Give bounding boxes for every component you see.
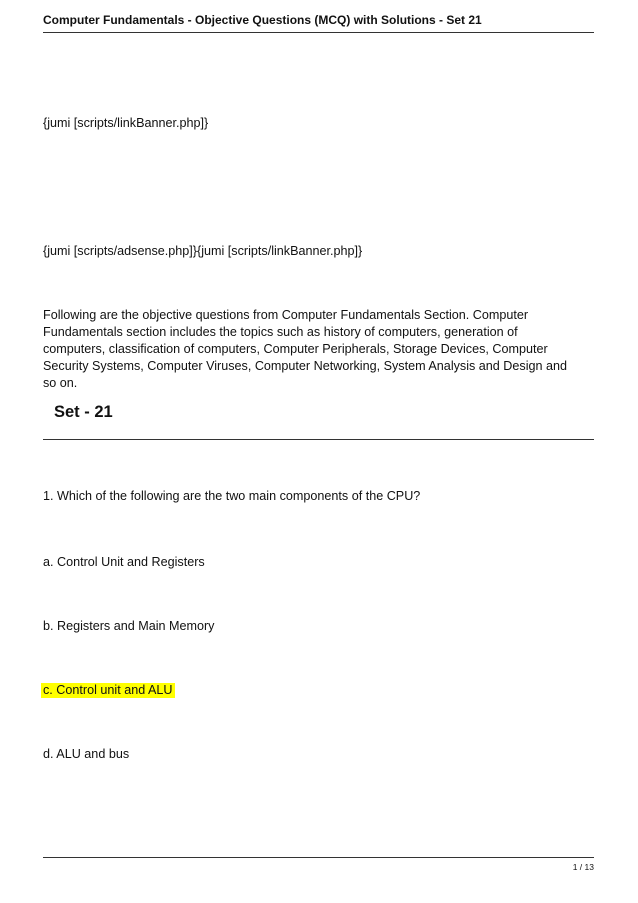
intro-line: Following are the objective questions from Computer Fundamentals Section. Computer [43,308,529,322]
page-footer [43,857,594,858]
option-b: b. Registers and Main Memory [43,619,215,633]
page-title: Computer Fundamentals - Objective Questions (MCQ) with Solutions - Set 21 [43,13,482,27]
question-text: 1. Which of the following are the two main components of the CPU? [43,489,421,503]
page-header [43,11,594,33]
set-heading: Set - 21 [54,403,113,421]
page-number: 1 / 13 [572,862,594,872]
intro-line: Security Systems, Computer Viruses, Computer Networking, System Analysis and Design and [43,359,568,373]
intro-line: so on. [43,376,78,390]
intro-line: Fundamentals section includes the topics such as history of computers, generation of [43,325,518,339]
intro-paragraph [43,307,595,392]
adsense-banner-placeholder: {jumi [scripts/adsense.php]}{jumi [scripts/linkBanner.php]} [43,244,363,258]
option-c-correct [43,682,175,699]
correct-answer-highlight: c. Control unit and ALU [43,683,173,697]
set-divider [43,439,594,440]
link-banner-placeholder: {jumi [scripts/linkBanner.php]} [43,116,209,130]
option-a: a. Control Unit and Registers [43,555,205,569]
intro-line: computers, classification of computers, Computer Peripherals, Storage Devices, Computer [43,342,548,356]
option-d: d. ALU and bus [43,747,130,761]
